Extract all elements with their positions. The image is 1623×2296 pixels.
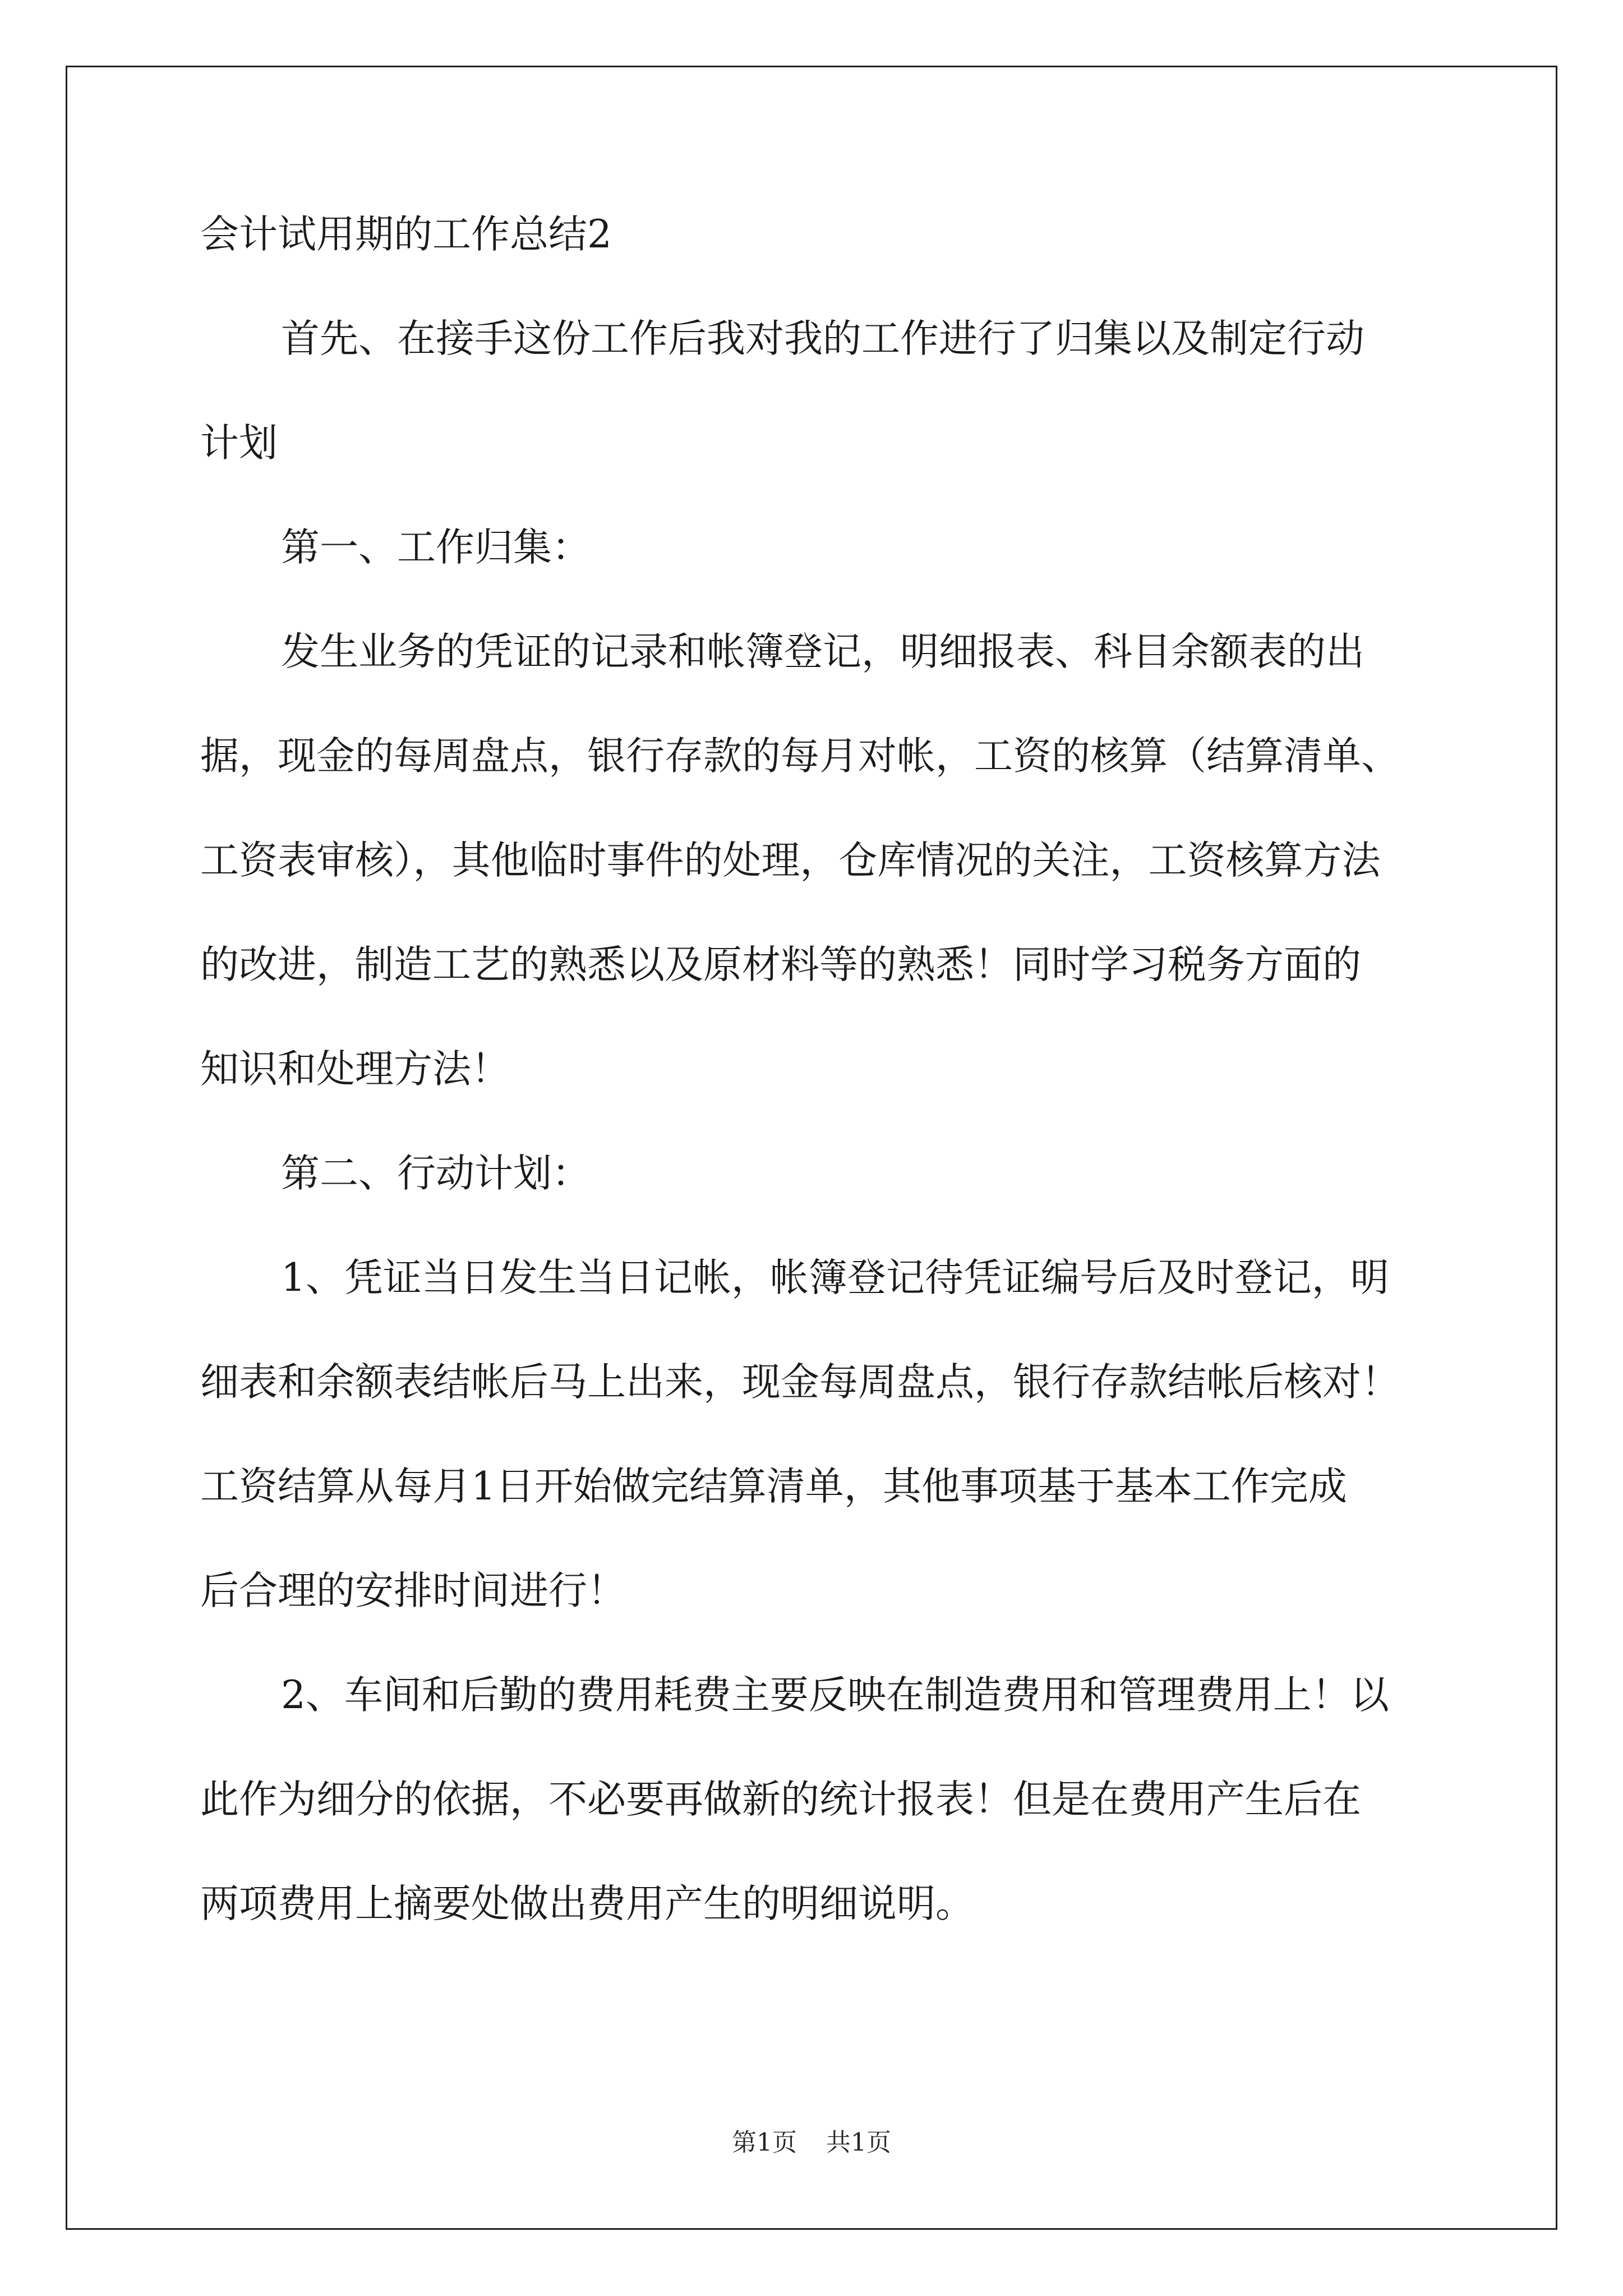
paragraph-line: 此作为细分的依据，不必要再做新的统计报表！但是在费用产生后在 [200, 1777, 1361, 1822]
paragraph-line: 后合理的安排时间进行！ [200, 1568, 626, 1613]
paragraph-line: 2、车间和后勤的费用耗费主要反映在制造费用和管理费用上！以 [281, 1673, 1389, 1718]
paragraph-line: 工资结算从每月1日开始做完结算清单，其他事项基于基本工作完成 [200, 1464, 1347, 1509]
paragraph-line: 两项费用上摘要处做出费用产生的明细说明。 [200, 1881, 974, 1926]
paragraph-line: 首先、在接手这份工作后我对我的工作进行了归集以及制定行动 [281, 316, 1364, 361]
page-number: 第1页 [732, 2128, 797, 2157]
paragraph-line: 工资表审核），其他临时事件的处理，仓库情况的关注，工资核算方法 [200, 838, 1381, 883]
section-heading: 第二、行动计划： [281, 1151, 591, 1196]
paragraph-line: 的改进，制造工艺的熟悉以及原材料等的熟悉！同时学习税务方面的 [200, 942, 1361, 987]
paragraph-line: 1、凭证当日发生当日记帐，帐簿登记待凭证编号后及时登记，明 [281, 1255, 1389, 1300]
section-heading: 第一、工作归集： [281, 525, 591, 570]
page-footer [0, 2126, 1623, 2160]
paragraph-line: 发生业务的凭证的记录和帐簿登记，明细报表、科目余额表的出 [281, 629, 1364, 674]
page-total: 共1页 [826, 2128, 891, 2157]
document-title: 会计试用期的工作总结2 [200, 212, 612, 257]
paragraph-line: 细表和余额表结帐后马上出来，现金每周盘点，银行存款结帐后核对！ [200, 1360, 1400, 1405]
paragraph-line: 知识和处理方法！ [200, 1047, 510, 1092]
paragraph-line: 计划 [200, 421, 278, 466]
document-body [200, 209, 1440, 1930]
paragraph-line: 据，现金的每周盘点，银行存款的每月对帐，工资的核算（结算清单、 [200, 734, 1400, 779]
